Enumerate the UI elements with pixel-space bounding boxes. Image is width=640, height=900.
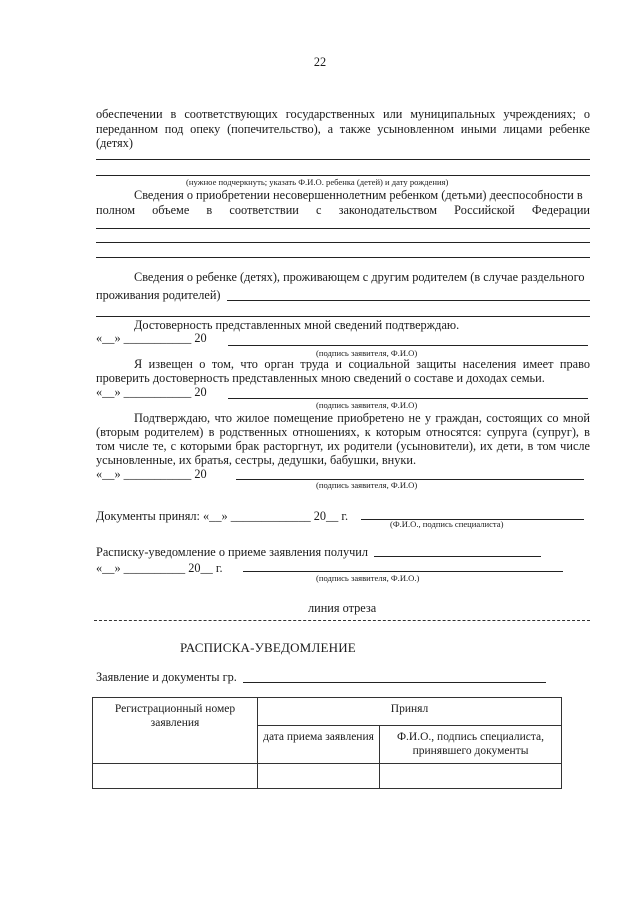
block8-date: «__» __________ 20__ г. (96, 561, 223, 575)
signature-line (228, 345, 588, 346)
block1-line1: обеспечении в соответствующих государственных или муниципальных учреждениях; о (96, 107, 590, 121)
fill-line (227, 300, 590, 301)
receipt-received-label: Расписку-уведомление о приеме заявления получил (96, 545, 368, 559)
block3-line1: Сведения о ребенке (детях), проживающем с другим родителем (в случае раздельного (134, 270, 585, 284)
receipt-table (92, 697, 562, 789)
accepted-header: Принял (258, 698, 562, 726)
receipt-title: РАСПИСКА-УВЕДОМЛЕНИЕ (180, 640, 356, 655)
table-cell (93, 764, 258, 789)
fill-line (96, 257, 590, 258)
table-row (93, 764, 562, 789)
date-received-header: дата приема заявления (258, 726, 380, 764)
block4-line1: Достоверность представленных мной сведений подтверждаю. (134, 318, 460, 332)
block4-date: «__» ___________ 20 (96, 331, 207, 345)
signature-line (243, 571, 563, 572)
fill-line (96, 228, 590, 229)
registration-number-header: Регистрационный номер заявления (93, 698, 258, 764)
fill-line (96, 316, 590, 317)
signature-line (374, 556, 541, 557)
fill-line (96, 159, 590, 160)
block5-date: «__» ___________ 20 (96, 385, 207, 399)
block5-signature-hint: (подпись заявителя, Ф.И.О) (316, 400, 418, 410)
block2-line2: полном объеме в соответствии с законодательством Российской Федерации (96, 203, 590, 217)
block1-hint: (нужное подчеркнуть; указать Ф.И.О. ребенка (детей) и дату рождения) (186, 177, 449, 187)
table-cell (258, 764, 380, 789)
documents-accepted-label: Документы принял: «__» _____________ 20__ г. (96, 509, 349, 523)
block5-line1: Я извещен о том, что орган труда и социальной защиты населения имеет право (134, 357, 590, 371)
block4-signature-hint: (подпись заявителя, Ф.И.О) (316, 348, 418, 358)
applicant-label: Заявление и документы гр. (96, 670, 237, 684)
block2-line1: Сведения о приобретении несовершеннолетним ребенком (детьми) дееспособности в (134, 188, 583, 202)
cut-line-label: линия отреза (308, 601, 377, 615)
specialist-header: Ф.И.О., подпись специалиста, принявшего документы (380, 726, 562, 764)
block6-signature-hint: (подпись заявителя, Ф.И.О) (316, 480, 418, 490)
block6-line4: усыновленные, их братья, сестры, дедушки, бабушки, внуки. (96, 453, 417, 467)
block5-line2: проверить достоверность представленных мною сведений о составе и доходах семьи. (96, 371, 545, 385)
page-number: 22 (313, 55, 327, 69)
block1-line3: (детях) (96, 136, 133, 150)
applicant-fill-line (243, 682, 546, 683)
fill-line (96, 242, 590, 243)
specialist-hint: (Ф.И.О., подпись специалиста) (390, 519, 504, 529)
block8-signature-hint: (подпись заявителя, Ф.И.О.) (316, 573, 420, 583)
block6-line2: (вторым родителем) в родственных отношениях, к которым относятся: супруга (супруг), в (96, 425, 590, 439)
block6-date: «__» ___________ 20 (96, 467, 207, 481)
signature-line (228, 398, 588, 399)
table-cell (380, 764, 562, 789)
table-header-row (93, 698, 562, 726)
block6-line1: Подтверждаю, что жилое помещение приобретено не у граждан, состоящих со мной (134, 411, 590, 425)
cut-line (94, 620, 590, 621)
block3-line2: проживания родителей) (96, 288, 221, 302)
fill-line (96, 175, 590, 176)
block6-line3: том числе те, с которыми брак расторгнут, их родители (усыновители), их дети, в том числе (96, 439, 590, 453)
block1-line2: переданном под опеку (попечительство), а также усыновленном иными лицами ребенке (96, 122, 590, 136)
